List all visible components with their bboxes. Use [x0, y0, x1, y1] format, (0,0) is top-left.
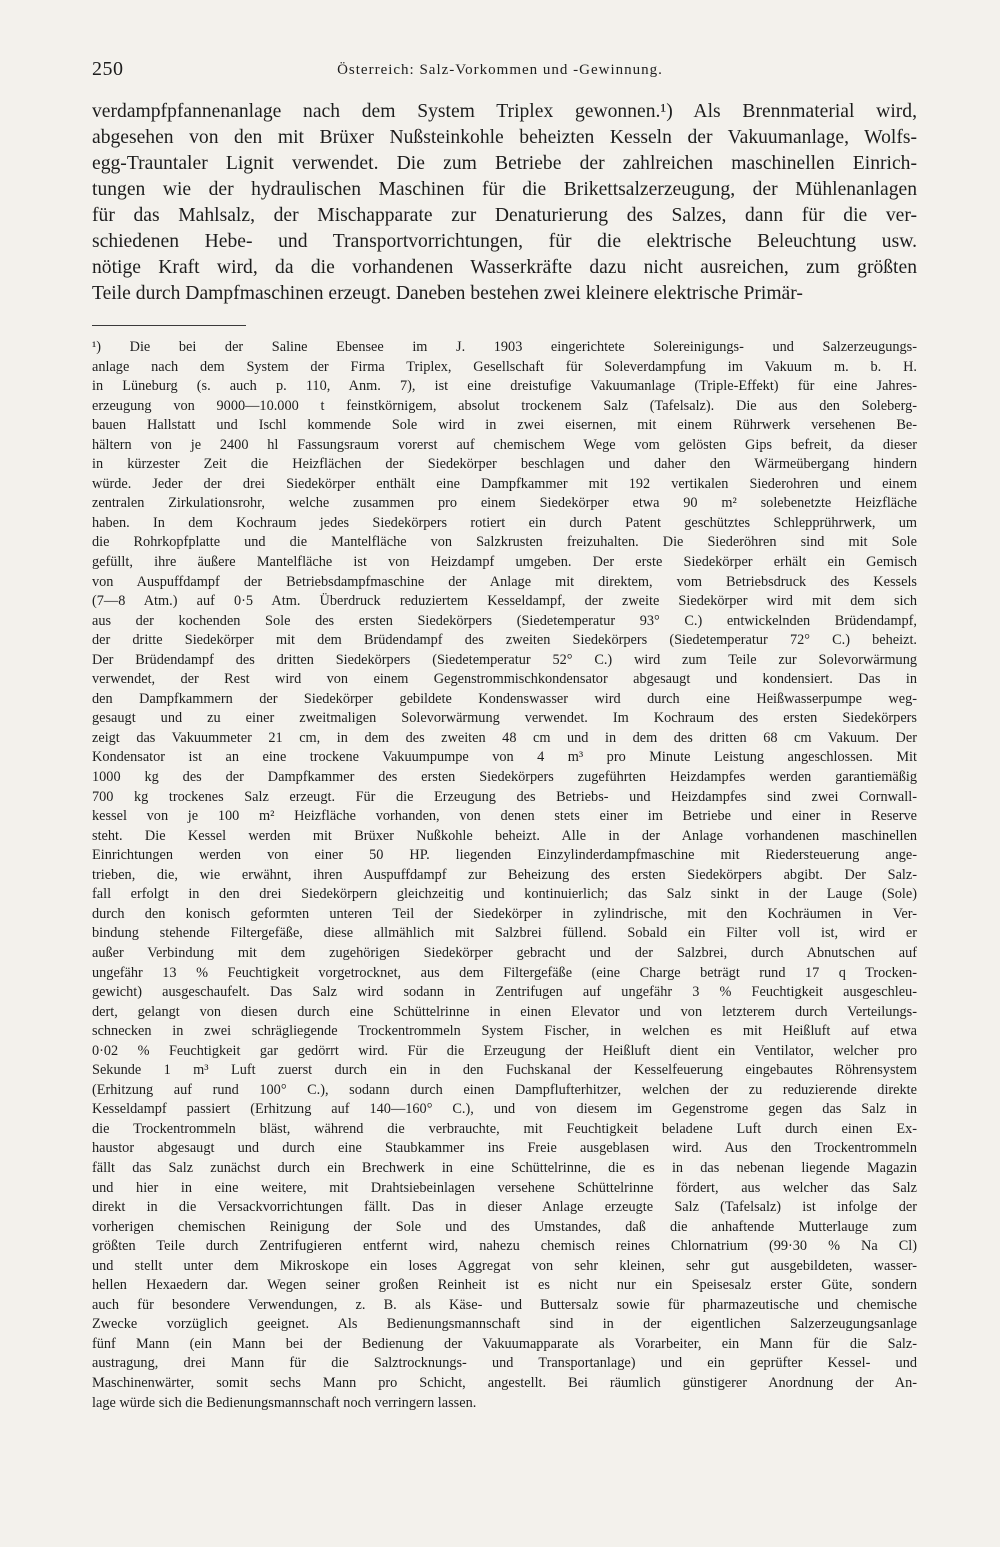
footnote-line: auch für besondere Verwendungen, z. B. als Käse- und Buttersalz sowie für pharmazeutische und chemische — [92, 1296, 917, 1313]
footnote-line: anlage nach dem System der Firma Triplex, Gesellschaft für Soleverdampfung im Vakuum m. b. H. — [92, 358, 917, 375]
footnote-line: zentralen Zirkulationsrohr, welche zusammen pro einem Siedekörper etwa 90 m² solebenetzte Heizfläche — [92, 495, 917, 512]
footnote-rule — [92, 325, 246, 326]
footnote-line: durch den konisch geformten unteren Teil der Siedekörper in zylindrische, mit den Kochräumen in Ver- — [92, 905, 917, 922]
footnote-line: Zwecke vorzüglich geeignet. Als Bedienungsmannschaft sind in der eigentlichen Salzerzeugungsanlage — [92, 1316, 917, 1333]
footnote-line: haben. In dem Kochraum jedes Siedekörpers rotiert ein durch Patent geschütztes Schlepprührwerk, um — [92, 514, 917, 531]
footnote-line: verwendet, der Rest wird von einem Gegenstrommischkondensator abgesaugt und kondensiert. Das in — [92, 671, 917, 688]
footnote-line: vorherigen chemischen Reinigung der Sole und des Umstandes, daß die anhaftende Mutterlauge zum — [92, 1218, 917, 1235]
footnote-line: Maschinenwärter, somit sechs Mann pro Schicht, angestellt. Bei räumlich günstigerer Anordnung der An- — [92, 1374, 917, 1391]
text-line: nötige Kraft wird, da die vorhandenen Wasserkräfte dazu nicht ausreichen, zum größten — [92, 257, 917, 278]
footnote-line: zeigt das Vakuummeter 21 cm, in dem des zweiten 48 cm und in dem des dritten 68 cm Vakuum. Der — [92, 729, 917, 746]
footnote-line: trieben, die, wie erwähnt, ihren Auspuffdampf zur Beheizung des ersten Siedekörpers abgibt. Der Salz- — [92, 866, 917, 883]
running-head: Österreich: Salz-Vorkommen und -Gewinnung. — [337, 62, 663, 78]
footnote-line: in kürzester Zeit die Heizflächen der Siedekörper beschlagen und daher den Wärmeübergang hindern — [92, 456, 917, 473]
footnote-line: 0·02 % Feuchtigkeit gar gedörrt wird. Für die Erzeugung der Heißluft dient ein Ventilator, welcher pro — [92, 1042, 917, 1059]
footnote-line: von Auspuffdampf der Betriebsdampfmaschine der Anlage mit direktem, vom Betriebsdruck des Kessels — [92, 573, 917, 590]
footnote-line: steht. Die Kessel werden mit Brüxer Nußkohle beheizt. Alle in der Anlage vorhandenen maschinellen — [92, 827, 917, 844]
footnote-line: Einrichtungen werden von einer 50 HP. liegenden Einzylinderdampfmaschine mit Riedersteuerung ange- — [92, 847, 917, 864]
footnote-line: die Trockentrommeln bläst, während die verbrauchte, mit Feuchtigkeit beladene Luft durch einen Ex- — [92, 1120, 917, 1137]
footnote-line: Der Brüdendampf des dritten Siedekörpers (Siedetemperatur 52° C.) wird zum Teile zur Solevorwärmung — [92, 651, 917, 668]
footnote-line: ¹) Die bei der Saline Ebensee im J. 1903 eingerichtete Solereinigungs- und Salzerzeugungs- — [92, 339, 917, 355]
text-line: schiedenen Hebe- und Transportvorrichtungen, für die elektrische Beleuchtung usw. — [92, 231, 917, 252]
footnote-line: direkt in die Versackvorrichtungen fällt. Das in dieser Anlage erzeugte Salz (Tafelsalz) ist infolge der — [92, 1199, 917, 1216]
footnote-line: (7—8 Atm.) auf 0·5 Atm. Überdruck reduziertem Kesseldampf, der zweite Siedekörper wird mit dem sich — [92, 593, 917, 610]
footnote-line: der dritte Siedekörper mit dem Brüdendampf des zweiten Siedekörpers (Siedetemperatur 72° C.) beheizt. — [92, 632, 917, 649]
footnote-line: außer Verbindung mit dem zugehörigen Siedekörper gebracht und der Salzbrei, durch Abnutschen auf — [92, 944, 917, 961]
footnote-line: erzeugung von 9000—10.000 t feinstkörnigem, absolut trockenem Salz (Tafelsalz). Die aus den Soleberg- — [92, 397, 917, 414]
footnote-line: 1000 kg des der Dampfkammer des ersten Siedekörpers zugeführten Heizdampfes werden garantiemäßig — [92, 769, 917, 786]
footnote-line: lage würde sich die Bedienungsmannschaft noch verringern lassen. — [92, 1394, 477, 1411]
footnote-line: ungefähr 13 % Feuchtigkeit vorgetrocknet, aus dem Filtergefäße (eine Charge beträgt rund 17 q Trocken- — [92, 964, 917, 981]
footnote-line: fällt das Salz zunächst durch ein Brechwerk in eine Schüttelrinne, die es in das nebenan liegende Magazin — [92, 1159, 917, 1176]
footnote-line: Sekunde 1 m³ Luft zuerst durch ein in den Fuchskanal der Kesselfeuerung eingebautes Röhrensystem — [92, 1062, 917, 1079]
footnote-line: bindung stehende Filtergefäße, diese allmählich mit Salzbrei füllend. Sobald ein Filter voll ist, wird er — [92, 925, 917, 942]
footnote-line: den Dampfkammern der Siedekörper gebildete Kondenswasser wird durch eine Heißwasserpumpe weg- — [92, 690, 917, 707]
footnote — [92, 338, 917, 1413]
footnote-line: austragung, drei Mann für die Salztrocknungs- und Transportanlage) und ein geprüfter Kessel- und — [92, 1355, 917, 1372]
footnote-line: die Rohrkopfplatte und die Mantelfläche von Salzkrusten freizuhalten. Die Siederöhren sind mit Sole — [92, 534, 917, 551]
footnote-line: (Erhitzung auf rund 100° C.), sodann durch einen Dampflufterhitzer, welchen der zu reduzierende direkte — [92, 1081, 917, 1098]
footnote-line: und stellt unter dem Mikroskope ein loses Aggregat von sehr kleinen, sehr gut ausgebildeten, wasser- — [92, 1257, 917, 1274]
footnote-line: gesaugt und zu einer zweitmaligen Solevorwärmung verwendet. Im Kochraum des ersten Siedekörpers — [92, 710, 917, 727]
footnote-line: gefüllt, ihre äußere Mantelfläche ist von Heizdampf umgeben. Der erste Siedekörper erhält ein Gemisch — [92, 554, 917, 571]
page-header — [92, 56, 908, 86]
footnote-line: haustor abgesaugt und durch eine Staubkammer ins Freie ausgeblasen wird. Aus den Trockentrommeln — [92, 1140, 917, 1157]
main-text — [92, 99, 917, 307]
footnote-line: hältern von je 2400 hl Fassungsraum vorerst auf chemischem Wege vom gelösten Gips befreit, da dieser — [92, 436, 917, 453]
footnote-line: in Lüneburg (s. auch p. 110, Anm. 7), ist eine dreistufige Vakuumanlage (Triple-Effekt) für eine Jahres- — [92, 378, 917, 395]
footnote-line: aus der kochenden Sole des ersten Siedekörpers (Siedetemperatur 93° C.) entwickelnden Brüdendampf, — [92, 612, 917, 629]
text-line: verdampfpfannenanlage nach dem System Triplex gewonnen.¹) Als Brennmaterial wird, — [92, 101, 917, 122]
text-line: für das Mahlsalz, der Mischapparate zur Denaturierung des Salzes, dann für die ver- — [92, 205, 917, 226]
page-number: 250 — [92, 58, 124, 80]
footnote-line: Kesseldampf passiert (Erhitzung auf 140—160° C.), und von diesem im Gegenstrome gegen das Salz in — [92, 1101, 917, 1118]
footnote-line: bauen Hallstatt und Ischl kommende Sole wird in zwei eisernen, mit einem Rührwerk versehenen Be- — [92, 417, 917, 434]
footnote-line: und hier in eine weitere, mit Drahtsiebeinlagen versehene Schüttelrinne fördert, aus welcher das Salz — [92, 1179, 917, 1196]
footnote-line: größten Teile durch Zentrifugieren entfernt wird, nahezu chemisch reines Chlornatrium (99·30 % Na Cl) — [92, 1238, 917, 1255]
footnote-line: fünf Mann (ein Mann bei der Bedienung der Vakuumapparate als Vorarbeiter, ein Mann für die Salz- — [92, 1335, 917, 1352]
footnote-line: hellen Hexaedern dar. Wegen seiner großen Reinheit ist es nicht nur ein Speisesalz erster Güte, sondern — [92, 1277, 917, 1294]
text-line: egg-Trauntaler Lignit verwendet. Die zum Betriebe der zahlreichen maschinellen Einrich- — [92, 153, 917, 174]
footnote-line: 700 kg trockenes Salz erzeugt. Für die Erzeugung des Betriebs- und Heizdampfes sind zwei Cornwall- — [92, 788, 917, 805]
footnote-line: fall erfolgt in den drei Siedekörpern gleichzeitig und kontinuierlich; das Salz sinkt in der Lauge (Sole) — [92, 886, 917, 903]
footnote-line: würde. Jeder der drei Siedekörper enthält eine Dampfkammer mit 192 vertikalen Siederohren und einem — [92, 475, 917, 492]
footnote-line: dert, gelangt von diesen durch eine Schüttelrinne in einen Elevator und von letzterem durch Verteilungs- — [92, 1003, 917, 1020]
text-line: abgesehen von den mit Brüxer Nußsteinkohle beheizten Kesseln der Vakuumanlage, Wolfs- — [92, 127, 917, 148]
footnote-line: Kondensator ist an eine trockene Vakuumpumpe von 4 m³ pro Minute Leistung angeschlossen. Mit — [92, 749, 917, 766]
footnote-line: schnecken in zwei schrägliegende Trockentrommeln System Fischer, in welchen es mit Heißluft auf etwa — [92, 1023, 917, 1040]
footnote-line: gewicht) ausgeschaufelt. Das Salz wird sodann in Zentrifugen auf ungefähr 3 % Feuchtigkeit ausgeschleu- — [92, 984, 917, 1001]
text-line: tungen wie der hydraulischen Maschinen für die Brikettsalzerzeugung, der Mühlenanlagen — [92, 179, 917, 200]
footnote-line: kessel von je 100 m² Heizfläche vorhanden, von denen stets einer im Betriebe und einer in Reserve — [92, 808, 917, 825]
text-line: Teile durch Dampfmaschinen erzeugt. Daneben bestehen zwei kleinere elektrische Primär- — [92, 283, 803, 304]
